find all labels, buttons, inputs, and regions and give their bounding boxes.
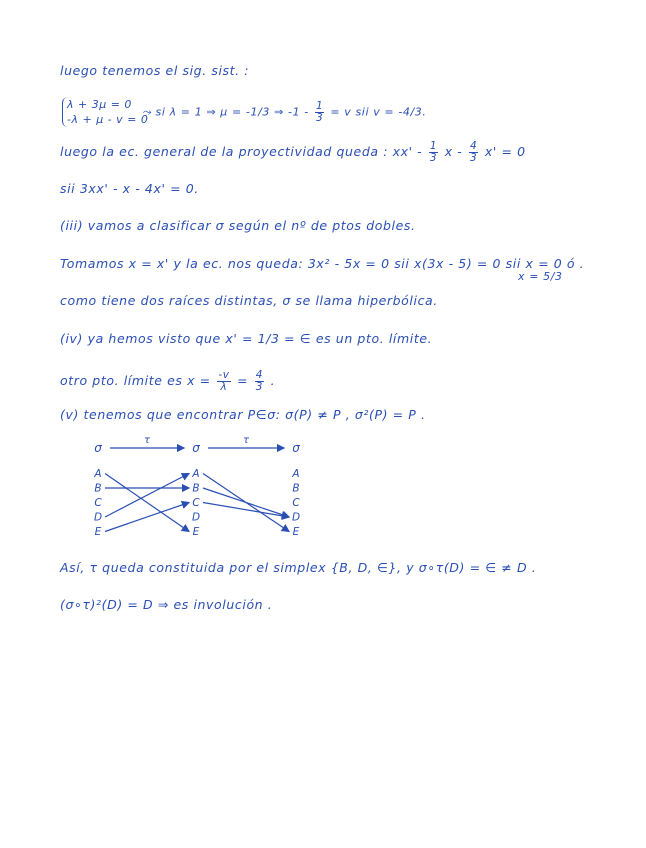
- point-label-2-C: C: [192, 497, 200, 509]
- point-label-3-C: C: [292, 497, 300, 509]
- point-label-1-D: D: [93, 511, 103, 524]
- sigma-header-2: σ: [292, 441, 300, 455]
- map2-arrow-C-D: [203, 503, 289, 518]
- point-label-1-E: E: [94, 526, 102, 538]
- system-solution-part-2: = v sii v = -4/3.: [330, 105, 427, 119]
- point-label-2-D: D: [191, 511, 201, 524]
- diagram-layer: [93, 435, 300, 538]
- map1-arrow-E-C: [105, 503, 189, 532]
- text-line-12: (σ∘τ)²(D) = D ⇒ es involución .: [60, 597, 273, 612]
- text-line-5: (iii) vamos a clasificar σ según el nº de ptos dobles.: [60, 218, 416, 233]
- fraction: [429, 141, 438, 164]
- text-line-6-sub: x = 5/3: [518, 270, 563, 283]
- fraction-numerator: -v: [218, 369, 230, 381]
- point-label-1-B: B: [94, 482, 102, 495]
- point-label-3-A: A: [292, 468, 300, 480]
- point-label-3-B: B: [292, 482, 300, 495]
- fraction: [469, 141, 478, 164]
- point-label-2-E: E: [192, 526, 200, 538]
- text-line-3: [60, 141, 526, 164]
- equation-system: [62, 97, 148, 127]
- text-line-9-part-a: otro pto. límite es x =: [60, 373, 211, 388]
- fraction-numerator: 4: [470, 140, 478, 152]
- fraction-denominator: 3: [429, 152, 438, 164]
- point-label-2-B: B: [192, 482, 200, 495]
- map1-arrow-A-E: [105, 474, 189, 532]
- text-line-9-part-b: =: [237, 373, 249, 388]
- fraction: [255, 370, 264, 393]
- tau-label-2: τ: [242, 435, 250, 446]
- point-label-3-E: E: [292, 526, 300, 538]
- fraction-numerator: 1: [315, 100, 324, 112]
- text-line-11: Así, τ queda constituida por el simplex {B, D, ∈}, y σ∘τ(D) = ∈ ≠ D .: [60, 560, 537, 575]
- sigma-header-1: σ: [192, 441, 200, 455]
- text-line-9-part-c: .: [270, 373, 276, 388]
- map2-arrow-B-D: [203, 488, 289, 517]
- system-solution: [142, 101, 427, 124]
- system-eq-2: -λ + μ - v = 0: [67, 113, 149, 126]
- text-line-8: (iv) ya hemos visto que x' = 1/3 = ∈ es un pto. límite.: [60, 331, 433, 346]
- sigma-header-0: σ: [94, 441, 102, 455]
- fraction-denominator: λ: [220, 381, 228, 393]
- point-label-1-A: A: [94, 468, 102, 480]
- system-eq-1: λ + 3μ = 0: [67, 98, 132, 111]
- text-line-6: Tomamos x = x' y la ec. nos queda: 3x² - 5x = 0 sii x(3x - 5) = 0 sii x = 0 ó .: [60, 256, 585, 271]
- text-line-10: (v) tenemos que encontrar P∈σ: σ(P) ≠ P , σ²(P) = P .: [60, 407, 426, 422]
- text-line-9: [60, 370, 275, 393]
- map1-arrow-D-A: [105, 474, 189, 518]
- text-line-3-part-c: x' = 0: [484, 144, 526, 159]
- system-solution-part-1: ⤳ si λ = 1 ⇒ μ = -1/3 ⇒ -1 -: [142, 105, 309, 119]
- text-line-1: luego tenemos el sig. sist. :: [60, 63, 250, 78]
- mapping-diagram: [80, 432, 320, 544]
- fraction-numerator: 4: [255, 369, 264, 381]
- point-label-1-C: C: [94, 497, 102, 509]
- text-line-3-part-a: luego la ec. general de la proyectividad queda : xx' -: [60, 144, 423, 159]
- text-line-7: como tiene dos raíces distintas, σ se llama hiperbólica.: [60, 293, 438, 308]
- fraction-denominator: 3: [315, 112, 324, 124]
- point-label-2-A: A: [192, 468, 200, 480]
- text-line-3-part-b: x -: [444, 144, 463, 159]
- fraction-numerator: 1: [429, 140, 438, 152]
- fraction: [315, 101, 324, 124]
- tau-label-1: τ: [143, 435, 151, 446]
- fraction-denominator: 3: [470, 152, 478, 164]
- fraction-denominator: 3: [255, 381, 264, 393]
- fraction: [217, 370, 230, 393]
- text-line-4: sii 3xx' - x - 4x' = 0.: [60, 181, 199, 196]
- point-label-3-D: D: [291, 511, 301, 524]
